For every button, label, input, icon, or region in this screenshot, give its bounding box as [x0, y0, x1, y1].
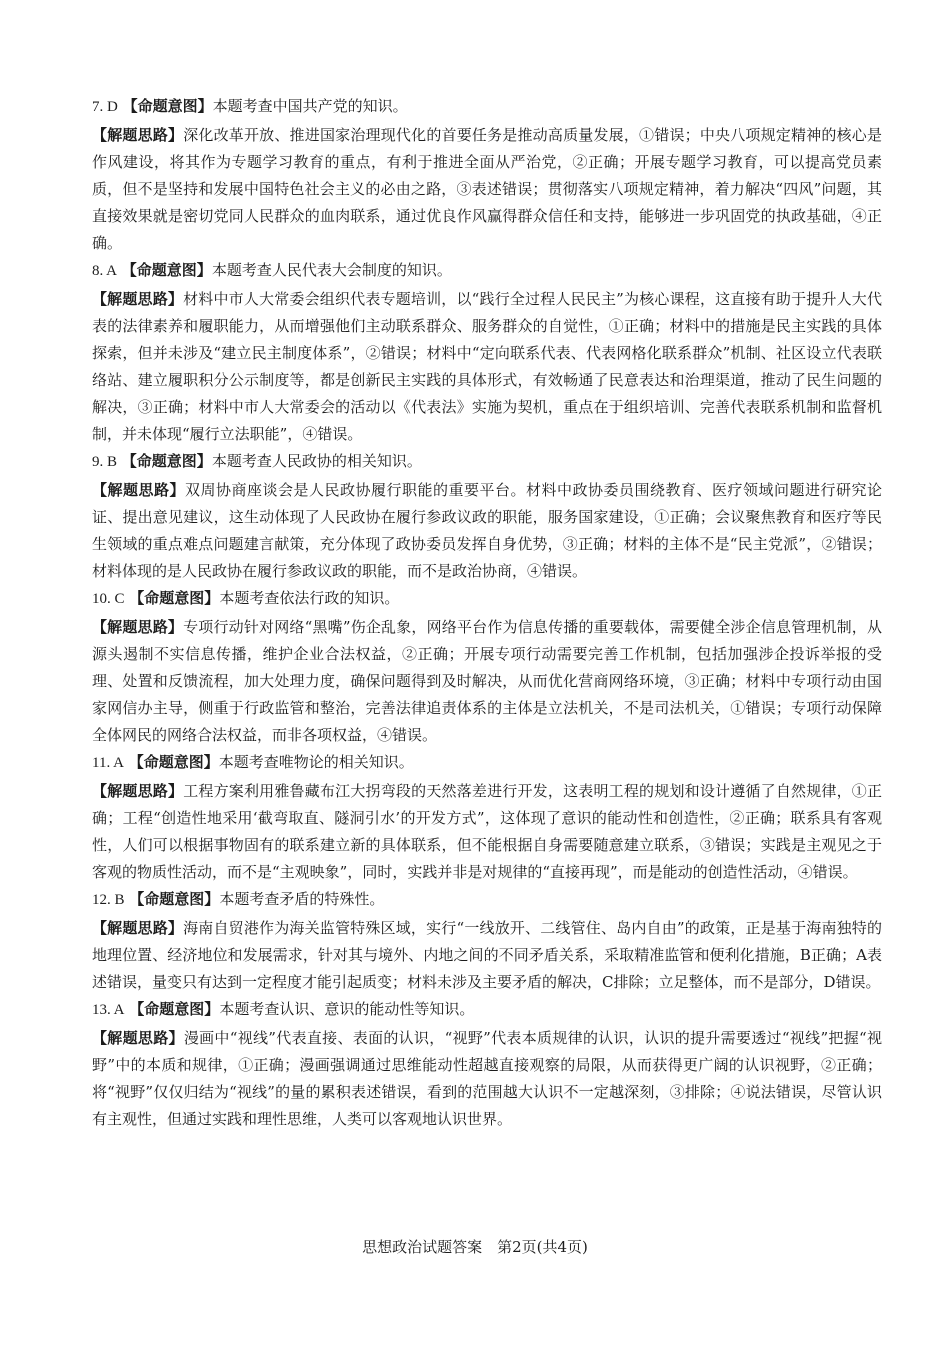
analysis-text: 深化改革开放、推进国家治理现代化的首要任务是推动高质量发展，①错误；中央八项规定精神的核心是作风建设，将其作为专题学习教育的重点，有利于推进全面从严治党，②正确；开展专题学习教育，可以提高党员素质，但不是坚持和发展中国特色社会主义的必由之路，③表述错误；贯彻落实八项规定精神，着力解决“四风”问题，其直接效果就是密切党同人民群众的血肉联系，通过优良作风赢得群众信任和支持，能够进一步巩固党的执政基础，④正确。: [92, 126, 882, 252]
question-header: [92, 585, 882, 612]
question-header: [92, 93, 882, 120]
intent-tag: 【命题意图】: [129, 890, 220, 908]
analysis-paragraph: [92, 1025, 882, 1133]
intent-text: 本题考查人民政协的相关知识。: [211, 452, 422, 470]
question-9: [92, 448, 882, 585]
analysis-paragraph: [92, 614, 882, 749]
analysis-text: 双周协商座谈会是人民政协履行职能的重要平台。材料中政协委员围绕教育、医疗领域问题进行研究论证、提出意见建议，这生动体现了人民政协在履行参政议政的职能，服务国家建设，①正确；会议聚焦教育和医疗等民生领域的重点难点问题建言献策，充分体现了政协委员发挥自身优势，③正确；材料的主体不是“民主党派”，②错误；材料体现的是人民政协在履行参政议政的职能，而不是政治协商，④错误。: [92, 481, 882, 580]
analysis-paragraph: [92, 915, 882, 996]
analysis-tag: 【解题思路】: [92, 919, 184, 937]
intent-text: 本题考查中国共产党的知识。: [212, 97, 408, 115]
question-header: [92, 886, 882, 913]
intent-text: 本题考查依法行政的知识。: [219, 589, 400, 607]
question-10: [92, 585, 882, 749]
question-number: 9. B: [92, 454, 118, 470]
intent-tag: 【命题意图】: [129, 589, 220, 607]
question-header: [92, 749, 882, 776]
question-header: [92, 448, 882, 475]
analysis-tag: 【解题思路】: [92, 290, 184, 308]
analysis-paragraph: [92, 778, 882, 886]
intent-text: 本题考查人民代表大会制度的知识。: [211, 261, 452, 279]
analysis-tag: 【解题思路】: [92, 1029, 184, 1047]
intent-tag: 【命题意图】: [128, 753, 219, 771]
question-7: [92, 93, 882, 257]
intent-tag: 【命题意图】: [121, 452, 212, 470]
analysis-text: 工程方案利用雅鲁藏布江大拐弯段的天然落差进行开发，这表明工程的规划和设计遵循了自然规律，①正确；工程“创造性地采用‘截弯取直、隧洞引水’的开发方式”，这体现了意识的能动性和创造性，②正确；联系具有客观性，人们可以根据事物固有的联系建立新的具体联系，但不能根据自身需要随意建立联系，③错误；实践是主观见之于客观的物质性活动，而不是“主观映象”，同时，实践并非是对规律的“直接再现”，而是能动的创造性活动，④错误。: [92, 782, 882, 881]
intent-tag: 【命题意图】: [122, 97, 213, 115]
analysis-text: 专项行动针对网络“黑嘴”伤企乱象，网络平台作为信息传播的重要载体，需要健全涉企信息管理机制，从源头遏制不实信息传播，维护企业合法权益，②正确；开展专项行动需要完善工作机制，包括加强涉企投诉举报的受理、处置和反馈流程，加大处理力度，确保问题得到及时解决，从而优化营商网络环境，③正确；材料中专项行动由国家网信办主导，侧重于行政监管和整治，完善法律追责体系的主体是立法机关，不是司法机关，①错误；专项行动保障全体网民的网络合法权益，而非各项权益，④错误。: [92, 618, 882, 744]
analysis-text: 海南自贸港作为海关监管特殊区域，实行“一线放开、二线管住、岛内自由”的政策，正是基于海南独特的地理位置、经济地位和发展需求，针对其与境外、内地之间的不同矛盾关系，采取精准监管和便利化措施，B正确；A表述错误，量变只有达到一定程度才能引起质变；材料未涉及主要矛盾的解决，C排除；立足整体，而不是部分，D错误。: [92, 919, 882, 991]
question-number: 11. A: [92, 755, 124, 771]
analysis-paragraph: [92, 286, 882, 448]
question-number: 13. A: [92, 1002, 125, 1018]
question-11: [92, 749, 882, 886]
intent-tag: 【命题意图】: [129, 1000, 220, 1018]
intent-text: 本题考查矛盾的特殊性。: [219, 890, 385, 908]
intent-text: 本题考查认识、意识的能动性等知识。: [219, 1000, 475, 1018]
question-header: [92, 257, 882, 284]
intent-text: 本题考查唯物论的相关知识。: [218, 753, 414, 771]
intent-tag: 【命题意图】: [121, 261, 212, 279]
question-13: [92, 996, 882, 1133]
page-footer: 思想政治试题答案 第2页(共4页): [362, 1238, 588, 1256]
answer-document: [92, 93, 882, 1133]
question-number: 12. B: [92, 892, 125, 908]
analysis-text: 材料中市人大常委会组织代表专题培训，以“践行全过程人民民主”为核心课程，这直接有助于提升人大代表的法律素养和履职能力，从而增强他们主动联系群众、服务群众的自觉性，①正确；材料中的措施是民主实践的具体探索，但并未涉及“建立民主制度体系”，②错误；材料中“定向联系代表、代表网格化联系群众”机制、社区设立代表联络站、建立履职积分公示制度等，都是创新民主实践的具体形式，有效畅通了民意表达和治理渠道，推动了民生问题的解决，③正确；材料中市人大常委会的活动以《代表法》实施为契机，重点在于组织培训、完善代表联系机制和监督机制，并未体现“履行立法职能”，④错误。: [92, 290, 882, 443]
analysis-tag: 【解题思路】: [92, 126, 184, 144]
question-number: 8. A: [92, 263, 118, 279]
question-number: 7. D: [92, 99, 118, 115]
analysis-tag: 【解题思路】: [92, 481, 185, 499]
question-12: [92, 886, 882, 996]
analysis-tag: 【解题思路】: [92, 782, 184, 800]
analysis-paragraph: [92, 477, 882, 585]
analysis-paragraph: [92, 122, 882, 257]
question-8: [92, 257, 882, 448]
question-number: 10. C: [92, 591, 125, 607]
analysis-text: 漫画中“视线”代表直接、表面的认识，“视野”代表本质规律的认识，认识的提升需要透过“视线”把握“视野”中的本质和规律，①正确；漫画强调通过思维能动性超越直接观察的局限，从而获得更广阔的认识视野，②正确；将“视野”仅仅归结为“视线”的量的累积表述错误，看到的范围越大认识不一定越深刻，③排除；④说法错误，尽管认识有主观性，但通过实践和理性思维，人类可以客观地认识世界。: [92, 1029, 882, 1128]
analysis-tag: 【解题思路】: [92, 618, 184, 636]
question-header: [92, 996, 882, 1023]
